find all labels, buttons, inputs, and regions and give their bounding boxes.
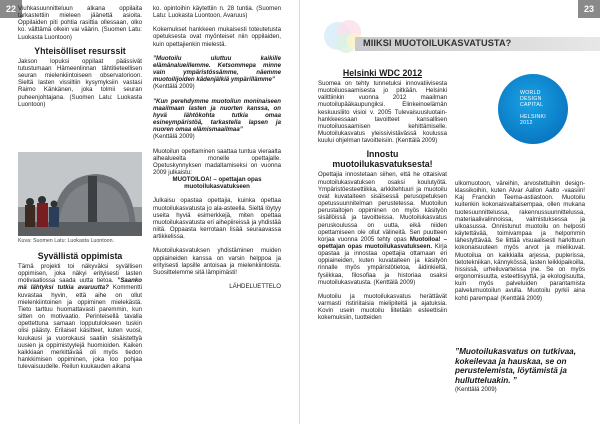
heading-resources: Yhteisölliset resurssit [34,45,126,56]
inspire-paragraph [318,171,447,286]
wdc-line-2: DESIGN [520,96,542,102]
heading-get-inspired: Innostu muotoilukasvatuksesta! [332,149,433,170]
closing-quote: ”Muotoilukasvatus on tutkivaa, kokeilevaa ja hauskaa, se on perustelemista, löytämistä ja hullutteluakin. ” [455,347,577,385]
study-hours-paragraph: ko. opintoihin käytettiin n. 28 tuntia. (Suomen Latu: Luokasta Luontoon, Avaruus) [153,5,281,20]
wdc-line-3: CAPITAL [520,102,544,108]
heading-deep-learning: Syvällistä oppimista [37,251,123,261]
inspire-text-a: Opettajia innostetaan siihen, että he ottaisivat muotoilukasvatuksen osaksi koulutyötä. Ympäristöesteettiikka, arkkitehtuuri ja muotoilu ovat kuvataiteen sisäisessä perusopetuksen opetussuunnitelman perustetessa. Muotoilun perustaitojen oppiminen on myös käsityön sisällöissä ja tavoitteissa. Muotoilukasvatus peruskoulussa on uutta, eikä niiden opettamiseen ole ollut välineitä. Sen puutteen korjaa vuonna 2005 tehty opas [318,171,447,243]
opinions-paragraph: Muotoilu ja muotoilukasvatus herättävät varmasti ristiriitaisia mielipiteitä ja ajatuksia. Kovin usein muotoilu liitetään esteettisiin kokemuksiin, tuotteiden [318,292,447,322]
wdc-badge [498,74,568,144]
page-number-left: 22 [0,0,22,18]
recommendation-paragraph: Muotoilukasvatuksen yhdistäminen muiden oppiaineiden kanssa on varsin helppoa ja erityisesti lapsille antoisaa ja mielenkiintoista. Suosittelemme sitä lämpimästi! [153,247,281,276]
closing-quote-source: (Kenttälä 2009) [455,386,497,393]
child-quote: ”Saanko mä lähtyksi tutkia avaruutta? [18,277,142,292]
sources-label: LÄHDELUETTELO [229,283,281,290]
inspire-text-b: Kirja opastaa ja innostaa opettajia ottamaan eri oppiaineiden, kuten kuvataiteen ja käsityön rinnalle myös ympäristötietoa, äidinkieltä, fysiikkaa, filosofiaa ja historiaa osaksi muotoilukasvatusta. (Kenttälä 2009) [318,242,447,286]
left-column-1-top [18,5,142,147]
right-column-1 [318,68,447,420]
guide-book-name: Muotoiloa! – opettajan opas muotoilukasvatukseen. [318,235,447,250]
guide-book-title: MUOTOILOA! – opettajan opas muotoilukasvatukseen [172,176,262,191]
wdc-line-4: HELSINKI [520,114,547,120]
deep-learning-text-a: Tämä projekti toi näkyväksi syvällisen oppimisen, joka näkyi erityisesti lasten motivaatiossa saada uutta tietoa. [18,263,142,285]
heading-helsinki-wdc: Helsinki WDC 2012 [342,68,423,78]
left-column-2 [153,5,281,419]
teaching-paragraph: Muotoilun opettaminen saattaa tuntua vieraalta alhealueelta monelle opettajalle. Opetuskynnyksen madaltamiseksi on vuonna 2009 julkaistu: [153,147,281,176]
deep-learning-paragraph [18,263,142,370]
quote-source-2: (Kenttälä 2009) [153,133,195,141]
observatory-photo [18,152,142,236]
deep-learning-text-b: Kommentti kuvastaa hyvin, että aihe on ollut mielenkiintoinen ja oppiminen mielekästä. Tieto tarttuu huomattavasti paremmin, kun sitten on motivaatio. Perinteisellä tavalla opettettuna samaan lopputulokseen tuskin olisi päästy. Erilaiset käsitteet, kuten vuosi, kuukausi ja vuorokausi saatiin sisäistettyä uusien ja oppimistyylejä huomioiden. Kaiken kaikkiaan merkittävää oli myös tiedon hankkimisen oppiminen, joka loo pohjaa tulevaisuudelle. Reilun kuukauden aikana [18,284,142,371]
article-title: MIIKSI MUOTOILUKASVATUSTA? [363,38,512,48]
design-overview-paragraph: ulkomuotoon, väreihin, arvostettuihin design- klassikoihin, kuten Alvar Aallon Aalto -vaasiin! Kaj Franckin Teema-astiastoon. Muotoilu kuitenkin kokonaisvaltaisempaa, ollen mukana tuotesuunnittelussa, rakennussuunnittelussa, materiaalivalinnoissa, valmistuksessa ja ulkoasussa. Onnistunut muotoilu on helposti käytettävää, toimivampaa ja helpommin lähestyttävää. Se liittää visuaalisesti harkittuun kokonaisuuteen myös arvot ja mielikuvat. Muotoilua on kaikkialla arjessa, puplerissa, tietotekniikan, kännykössä, lasten leikkipaikoilla, hississä, urheiluvarteissa jne. Se on myös ergonomisuutta, esteettisyyttä, ja ekologisuutta, kuin myös palveluiden parantamista palvelumuotoilun avulla. Muotoilu pyrkii aina kohti parempaa! (Kenttälä 2009) [455,180,585,302]
quote-design-everywhere: ”Muotoilu uluttuu kaikille elämänalueillemme. Ketsommepa minne vain ympäristössämme, näemme muotoilijoiden kädenjälkiä ympärillämme” [153,54,281,84]
page-number-right: 23 [578,0,600,18]
closing-quote-source-box [455,386,585,396]
wdc-line-5: 2012 [520,120,533,126]
left-column-1-bottom [18,251,142,421]
wdc-line-1: WORLD [520,90,541,96]
observatory-illustration [18,152,142,236]
resources-paragraph: Jakson lopuksi oppilaat päässivät tutustumaan Hämeenlinnan tähtitieteellisen seuran mielenkiintoiseen observatorioon. Sieltä lasten vissiltiin kysymyksiin vastasi Raimo Känkänen, joka tolmii seuran puheenjohtajana. (Suomen Latu: Luokasta Luontoon) [18,57,142,108]
article-title-bar [355,37,600,51]
experiences-paragraph: Kokemukset hankkeen mukaisesti toteutetusta opetuksesta ovat myönteiset niin oppilaiden, kuin opettajienkin mielestä. [153,26,281,48]
photo-caption: Kuva: Suomen Latu: Luokasta Luontoon. [18,238,115,244]
publication-paragraph: Julkaisu opastaa opettajia, kuinka opettaa muotoilukasvatusta jo ala-asteella. Sieltä löytyy useita hyviä esimerkkejä, miten opettaa muotoilukasvatusta eri aihepiireissä ja yhdistää niitä. Oppaasta kerrotaan lisää seuraavassa artikkelissa. [153,197,281,241]
intro-paragraph: Viuhkasuunnitteluun alkana oppilaita tarkastettiin mieleen jäänettä asioita. Oppilaiden piti pohtia rasittia ollessaan, olko ko. välttämä olkein vai väärin. (Suomen Latu: Luokasta Luontoon) [18,5,142,41]
photo-caption-box [18,238,142,248]
helsinki-paragraph: Suomea on tehty tunnetuksi innovatiivisesta muotoiluosaamisesta jo pitkään. Helsinki valittiinkin vuonna 2012 maailman muotoilupääkaupungiksi. Elinkeinoelämän keskuusliito visioi v. 2005 Tulevaisuusluotain- hankkeessaan tavoitteet kansallisen muotoiluosaamisen kehittämiselle. Muotoilukasvatus yleissivistävässä koulussa kuului ohjelman tavoitteisiin. (Kenttälä 2009) [318,80,447,145]
quote-source-1: (Kenttälä 2009) [153,83,195,91]
quote-children-environment: ”Kun perehdymme muotoilun moninaiseen maailmaan lasten ja nuorten kanssa, on hyvä lähtökohta tutkia omaa esineympäristöä, tarkastella lapsen ja nuoren omaa elämismaailmaa” [153,97,281,134]
